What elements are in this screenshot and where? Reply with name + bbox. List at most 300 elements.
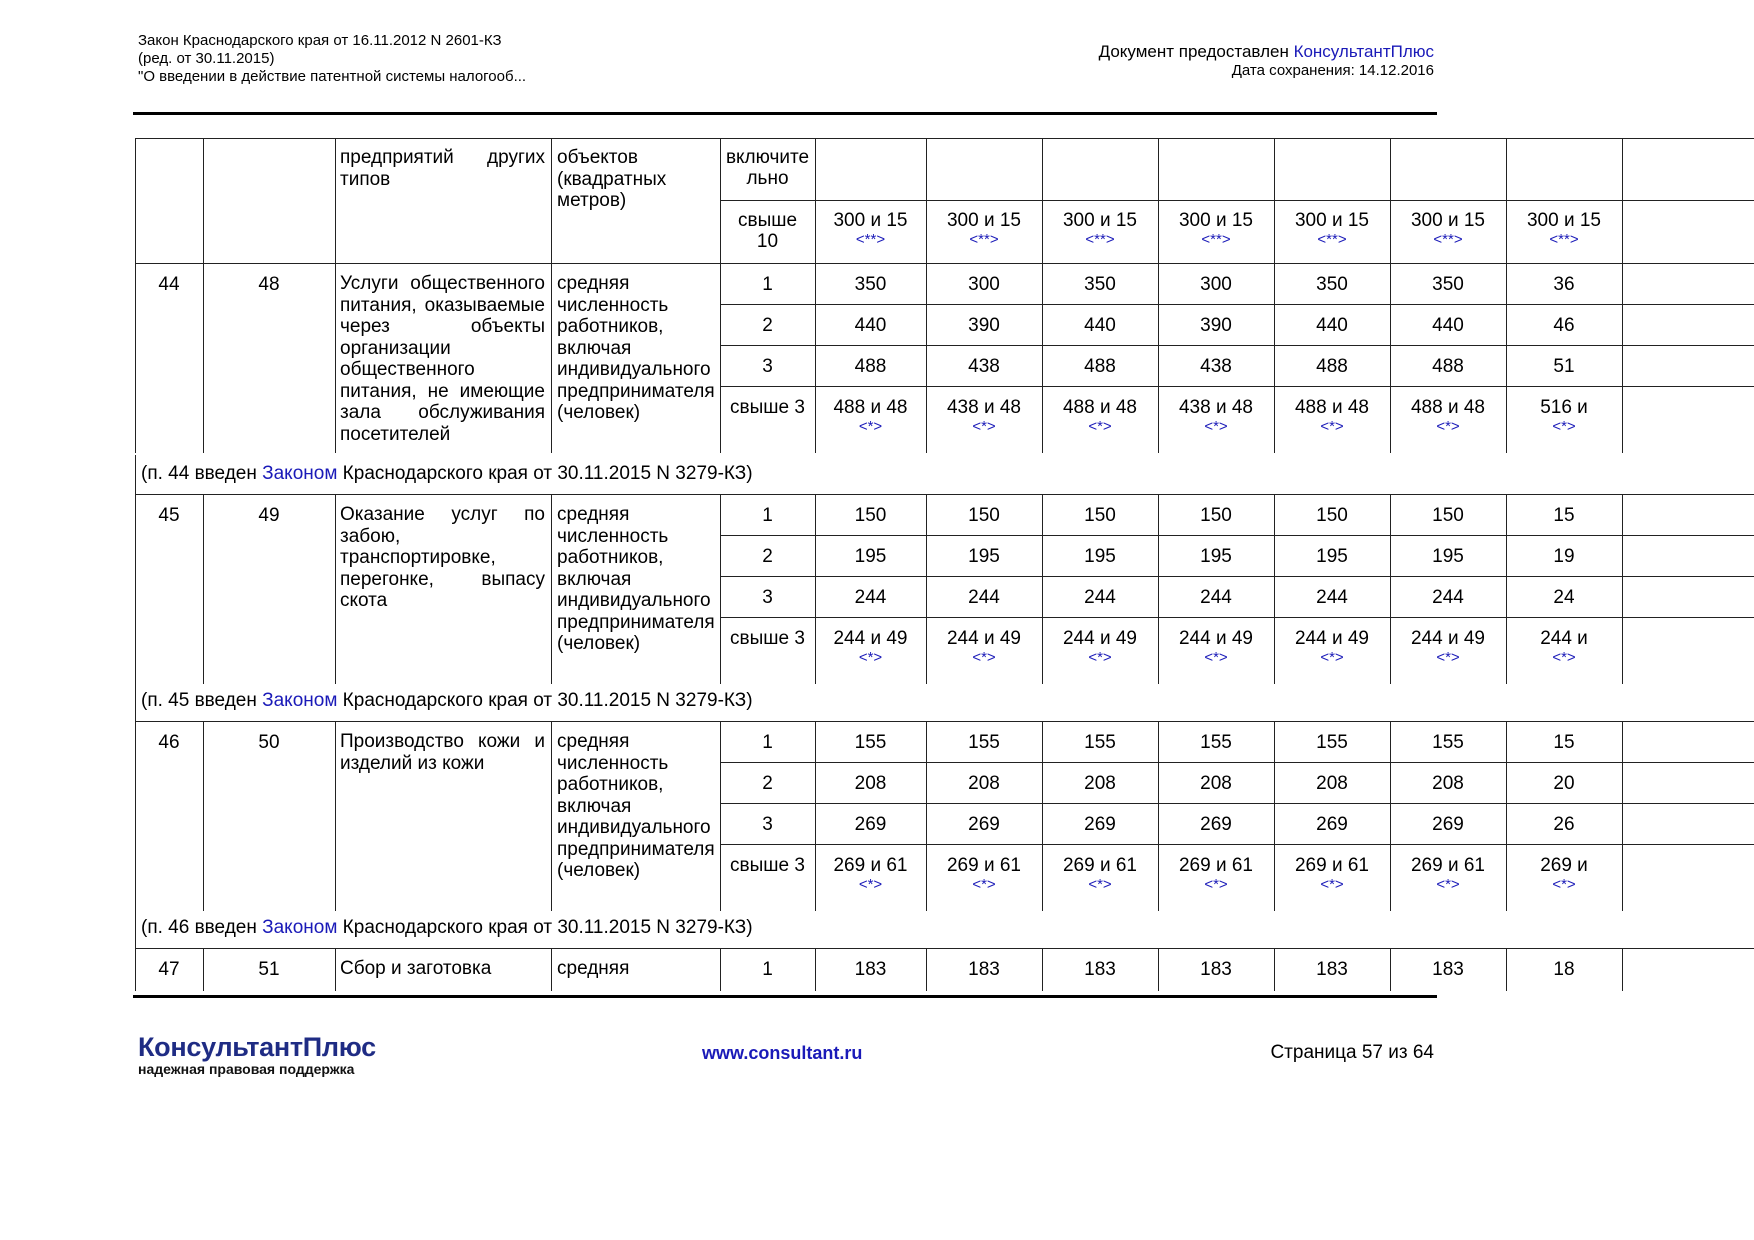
- footnote-ref-link[interactable]: <*>: [1204, 418, 1228, 435]
- activity-description: Сбор и заготовка: [340, 958, 492, 979]
- rate-value-cell-text: 300 и 15: [1410, 210, 1485, 231]
- doc-title-line1: Закон Краснодарского края от 16.11.2012 N 2601-КЗ: [138, 32, 502, 49]
- range-cell-text: 1: [762, 732, 773, 753]
- range-cell: [720, 274, 815, 295]
- rate-value-cell: [1042, 732, 1158, 753]
- footnote-ref-link[interactable]: <**>: [1549, 231, 1579, 248]
- rate-value-cell: [1390, 210, 1506, 249]
- law-link[interactable]: Законом: [262, 690, 338, 711]
- rate-value-cell-text: 300 и 15: [1178, 210, 1253, 231]
- rate-value-cell-text: 195: [1316, 546, 1348, 567]
- rate-value-cell: [1042, 628, 1158, 667]
- rate-value-cell: [1274, 505, 1390, 526]
- rate-value-cell: [1506, 855, 1622, 894]
- rate-value-cell: [926, 814, 1042, 835]
- rate-value-cell-text: 46: [1553, 315, 1575, 336]
- rate-value-cell: [1390, 397, 1506, 436]
- rate-value-cell-text: 155: [1316, 732, 1348, 753]
- header-divider: [133, 112, 1437, 115]
- indicator-description: средняя численность работников, включая индивидуального предпринимателя (человек): [557, 731, 715, 881]
- activity-text: предприятий других типов: [340, 147, 545, 190]
- range-cell-text: включительно: [725, 147, 810, 189]
- table-grid-line: [720, 576, 1754, 577]
- rate-value-cell: [815, 587, 926, 608]
- activity-description: Производство кожи и изделий из кожи: [340, 731, 545, 774]
- rate-value-cell-text: 208: [1084, 773, 1116, 794]
- table-grid-line: [551, 948, 552, 991]
- rate-value-cell-text: 195: [1084, 546, 1116, 567]
- footer-tagline: надежная правовая поддержка: [138, 1061, 355, 1077]
- rate-value-cell-text: 269 и: [1540, 855, 1588, 876]
- rate-value-cell: [926, 959, 1042, 980]
- rate-value-cell: [1390, 628, 1506, 667]
- rate-value-cell-text: 15: [1553, 505, 1575, 526]
- rate-value-cell-text: 269: [1432, 814, 1464, 835]
- activity-code: [203, 959, 335, 980]
- rate-value-cell: [1274, 587, 1390, 608]
- note-prefix: (п. 44 введен: [141, 463, 263, 484]
- activity-code: [203, 732, 335, 753]
- rate-value-cell-text: 244: [1316, 587, 1348, 608]
- indicator-description: средняя численность работников, включая индивидуального предпринимателя (человек): [557, 504, 715, 654]
- rate-value-cell: [1042, 274, 1158, 295]
- rate-value-cell-text: 350: [854, 274, 887, 295]
- rate-value-cell-text: 36: [1553, 274, 1575, 295]
- rate-value-cell: [1042, 814, 1158, 835]
- rate-value-cell-text: 150: [1316, 505, 1348, 526]
- footnote-ref-link[interactable]: <*>: [972, 418, 996, 435]
- rate-value-cell: [1506, 315, 1622, 336]
- footnote-ref-link[interactable]: <*>: [972, 649, 996, 666]
- rate-value-cell-text: 24: [1553, 587, 1575, 608]
- rate-value-cell: [1042, 546, 1158, 567]
- consultant-brand-link[interactable]: КонсультантПлюс: [1293, 42, 1434, 61]
- indicator-description: средняя численность работников, включая индивидуального предпринимателя (человек): [557, 273, 715, 423]
- rate-value-cell: [1042, 397, 1158, 436]
- rate-value-cell: [815, 814, 926, 835]
- rate-value-cell-text: 350: [1432, 274, 1464, 295]
- table-grid-line: [551, 138, 552, 263]
- range-cell-text: свыше 3: [730, 855, 805, 876]
- row-number-text: 45: [158, 505, 180, 526]
- footnote-ref-link[interactable]: <**>: [1085, 231, 1115, 248]
- rate-value-cell: [1274, 356, 1390, 377]
- range-cell-text: 1: [762, 505, 773, 526]
- rate-value-cell-text: 244: [968, 587, 1000, 608]
- rate-value-cell-text: 488: [854, 356, 887, 377]
- table-grid-line: [720, 617, 1754, 618]
- rate-value-cell: [926, 315, 1042, 336]
- rate-value-cell-text: 300 и 15: [1294, 210, 1369, 231]
- footnote-ref-link[interactable]: <**>: [1317, 231, 1347, 248]
- rate-value-cell-text: 195: [968, 546, 1000, 567]
- range-cell: [720, 505, 815, 526]
- activity-code-text: 49: [258, 505, 280, 526]
- note-prefix: (п. 45 введен: [141, 690, 263, 711]
- rate-value-cell-text: 150: [1084, 505, 1116, 526]
- table-grid-line: [335, 721, 336, 911]
- rate-value-cell: [1158, 732, 1274, 753]
- rate-value-cell: [1158, 505, 1274, 526]
- rate-value-cell: [1158, 315, 1274, 336]
- rate-value-cell: [926, 773, 1042, 794]
- rate-value-cell: [1042, 773, 1158, 794]
- rate-value-cell: [815, 773, 926, 794]
- range-cell-text: свыше 3: [730, 628, 805, 649]
- rate-value-cell: [1158, 773, 1274, 794]
- footer-website-link[interactable]: www.consultant.ru: [702, 1043, 863, 1063]
- footnote-ref-link[interactable]: <*>: [1436, 876, 1460, 893]
- rate-value-cell-text: 440: [854, 315, 887, 336]
- rate-value-cell-text: 244 и 49: [1178, 628, 1253, 649]
- range-cell: [720, 397, 815, 418]
- rate-value-cell-text: 390: [1200, 315, 1232, 336]
- footnote-ref-link[interactable]: <*>: [1088, 649, 1112, 666]
- rate-value-cell: [1390, 505, 1506, 526]
- rate-value-cell: [1042, 959, 1158, 980]
- rate-value-cell: [1274, 210, 1390, 249]
- law-link[interactable]: Законом: [262, 917, 338, 938]
- rate-value-cell-text: 244 и 49: [833, 628, 908, 649]
- rate-value-cell: [1390, 274, 1506, 295]
- range-cell-text: 1: [762, 274, 773, 295]
- table-grid-line: [1622, 948, 1623, 991]
- rate-value-cell: [926, 397, 1042, 436]
- rate-value-cell: [815, 315, 926, 336]
- rate-value-cell-text: 195: [854, 546, 887, 567]
- rate-value-cell-text: 244 и: [1540, 628, 1588, 649]
- document-header-left: [138, 32, 526, 86]
- rate-value-cell-text: 269: [1084, 814, 1116, 835]
- row-number-text: 47: [158, 959, 180, 980]
- rate-value-cell-text: 300 и 15: [1526, 210, 1601, 231]
- row-number: [135, 274, 203, 295]
- range-cell-text: 2: [762, 315, 773, 336]
- rate-value-cell-text: 488 и 48: [1410, 397, 1485, 418]
- rate-value-cell: [1506, 210, 1622, 249]
- rate-value-cell-text: 208: [968, 773, 1000, 794]
- rate-value-cell-text: 440: [1316, 315, 1348, 336]
- rate-value-cell-text: 438: [968, 356, 1000, 377]
- rate-value-cell-text: 350: [1316, 274, 1348, 295]
- table-grid-line: [335, 948, 336, 991]
- rate-value-cell: [815, 274, 926, 295]
- rate-value-cell-text: 300 и 15: [1062, 210, 1137, 231]
- rate-value-cell: [1506, 274, 1622, 295]
- rate-value-cell: [926, 855, 1042, 894]
- rate-value-cell-text: 440: [1432, 315, 1464, 336]
- rate-value-cell-text: 155: [1200, 732, 1232, 753]
- range-cell-text: 2: [762, 546, 773, 567]
- indicator-text: объектов (квадратных метров): [557, 147, 667, 211]
- table-grid-line: [1622, 494, 1623, 684]
- table-grid-line: [335, 494, 336, 684]
- table-grid-line: [720, 200, 1754, 201]
- rate-value-cell-text: 244 и 49: [1410, 628, 1485, 649]
- rate-value-cell: [1158, 397, 1274, 436]
- rate-value-cell-text: 15: [1553, 732, 1575, 753]
- rate-value-cell-text: 51: [1553, 356, 1575, 377]
- rate-value-cell: [1390, 773, 1506, 794]
- rate-value-cell: [1506, 628, 1622, 667]
- range-cell-text: 3: [762, 587, 773, 608]
- rate-value-cell-text: 269: [1200, 814, 1232, 835]
- rate-value-cell: [1506, 356, 1622, 377]
- footnote-ref-link[interactable]: <**>: [969, 231, 999, 248]
- footnote-ref-link[interactable]: <**>: [855, 231, 886, 248]
- row-number: [135, 959, 203, 980]
- footnote-ref-link[interactable]: <*>: [858, 649, 883, 666]
- rate-value-cell-text: 183: [854, 959, 887, 980]
- amendment-note: [141, 463, 753, 485]
- rate-value-cell-text: 269: [968, 814, 1000, 835]
- rate-value-cell-text: 269 и 61: [946, 855, 1021, 876]
- range-cell: [720, 773, 815, 794]
- activity-code: [203, 274, 335, 295]
- rate-value-cell-text: 155: [1084, 732, 1116, 753]
- rate-value-cell-text: 150: [968, 505, 1000, 526]
- table-grid-line: [203, 138, 204, 263]
- rate-value-cell-text: 350: [1084, 274, 1116, 295]
- rate-value-cell-text: 300 и 15: [833, 210, 908, 231]
- rate-value-cell-text: 300 и 15: [946, 210, 1021, 231]
- indicator-description: средняя: [557, 958, 630, 979]
- rate-value-cell-text: 300: [1200, 274, 1232, 295]
- table-grid-line: [135, 263, 1754, 264]
- rate-value-cell: [1274, 274, 1390, 295]
- rate-value-cell: [1274, 773, 1390, 794]
- document-header-right: [1099, 42, 1434, 80]
- footnote-ref-link[interactable]: <*>: [1552, 649, 1576, 666]
- amendment-note: [141, 917, 753, 939]
- footnote-ref-link[interactable]: <*>: [1088, 418, 1112, 435]
- rate-value-cell-text: 488 и 48: [1294, 397, 1369, 418]
- rate-value-cell: [926, 587, 1042, 608]
- range-cell: [720, 814, 815, 835]
- rate-value-cell: [1506, 732, 1622, 753]
- rate-value-cell: [1274, 628, 1390, 667]
- rate-value-cell: [1274, 546, 1390, 567]
- rate-value-cell: [1390, 732, 1506, 753]
- table-grid-line: [720, 386, 1754, 387]
- rate-value-cell-text: 244: [1084, 587, 1116, 608]
- footnote-ref-link[interactable]: <*>: [858, 876, 883, 893]
- rate-value-cell: [1042, 210, 1158, 249]
- rate-value-cell: [1506, 505, 1622, 526]
- table-grid-line: [1622, 263, 1623, 453]
- footnote-ref-link[interactable]: <*>: [1436, 649, 1460, 666]
- table-grid-line: [135, 138, 136, 263]
- rate-value-cell-text: 244: [1200, 587, 1232, 608]
- rate-value-cell: [926, 732, 1042, 753]
- rate-value-cell: [1390, 959, 1506, 980]
- rate-value-cell: [1506, 546, 1622, 567]
- rate-value-cell: [926, 505, 1042, 526]
- range-cell: [720, 147, 815, 189]
- range-cell: [720, 587, 815, 608]
- rate-value-cell-text: 208: [1200, 773, 1232, 794]
- rate-value-cell: [1158, 855, 1274, 894]
- activity-description: Оказание услуг по забою, транспортировке, перегонке, выпасу скота: [340, 504, 545, 611]
- footnote-ref-link[interactable]: <**>: [1433, 231, 1463, 248]
- rate-value-cell-text: 155: [1432, 732, 1464, 753]
- page-number: Страница 57 из 64: [1270, 1042, 1434, 1063]
- saved-date: Дата сохранения: 14.12.2016: [1231, 62, 1434, 79]
- footnote-ref-link[interactable]: <**>: [1201, 231, 1231, 248]
- rate-value-cell-text: 155: [854, 732, 887, 753]
- rate-value-cell: [1506, 814, 1622, 835]
- note-suffix: Краснодарского края от 30.11.2015 N 3279-КЗ): [337, 463, 753, 484]
- footer-divider: [133, 995, 1437, 998]
- rate-value-cell: [1158, 546, 1274, 567]
- rate-value-cell-text: 516 и: [1540, 397, 1588, 418]
- footnote-ref-link[interactable]: <*>: [1436, 418, 1460, 435]
- rate-value-cell: [815, 959, 926, 980]
- rate-value-cell-text: 269 и 61: [1294, 855, 1369, 876]
- rate-value-cell-text: 18: [1553, 959, 1575, 980]
- rate-value-cell-text: 183: [1200, 959, 1232, 980]
- table-grid-line: [551, 721, 552, 911]
- rate-value-cell: [1274, 855, 1390, 894]
- rate-value-cell: [1042, 356, 1158, 377]
- table-grid-line: [720, 345, 1754, 346]
- rate-value-cell: [1506, 397, 1622, 436]
- table-grid-line: [720, 535, 1754, 536]
- footnote-ref-link[interactable]: <*>: [1320, 418, 1344, 435]
- rate-value-cell-text: 150: [854, 505, 887, 526]
- rate-value-cell: [815, 628, 926, 667]
- rate-value-cell-text: 195: [1432, 546, 1464, 567]
- range-cell: [720, 959, 815, 980]
- rate-value-cell-text: 183: [968, 959, 1000, 980]
- rate-value-cell-text: 488: [1432, 356, 1464, 377]
- rate-value-cell-text: 20: [1553, 773, 1575, 794]
- footnote-ref-link[interactable]: <*>: [1552, 418, 1576, 435]
- rate-value-cell-text: 195: [1200, 546, 1232, 567]
- table-grid-line: [720, 762, 1754, 763]
- table-grid-line: [720, 803, 1754, 804]
- rate-value-cell-text: 150: [1200, 505, 1232, 526]
- rate-value-cell-text: 488: [1084, 356, 1116, 377]
- table-grid-line: [135, 138, 1754, 139]
- table-grid-line: [135, 948, 1754, 949]
- rate-value-cell-text: 244: [1432, 587, 1464, 608]
- rate-value-cell-text: 183: [1432, 959, 1464, 980]
- activity-description: Услуги общественного питания, оказываемые через объекты организации общественного питания, не имеющие зала обслуживания посетителей: [340, 273, 545, 445]
- footnote-ref-link[interactable]: <*>: [1320, 876, 1344, 893]
- rate-value-cell: [1158, 628, 1274, 667]
- rate-value-cell-text: 19: [1553, 546, 1575, 567]
- table-grid-line: [135, 682, 136, 721]
- table-grid-line: [335, 138, 336, 263]
- rate-value-cell: [815, 546, 926, 567]
- rate-value-cell: [926, 628, 1042, 667]
- rate-value-cell-text: 488: [1316, 356, 1348, 377]
- range-cell-text: свыше 3: [730, 397, 805, 418]
- rate-value-cell: [926, 356, 1042, 377]
- table-grid-line: [135, 721, 1754, 722]
- rate-value-cell-text: 183: [1316, 959, 1348, 980]
- table-grid-line: [135, 909, 136, 948]
- range-cell: [720, 546, 815, 567]
- activity-code-text: 48: [258, 274, 280, 295]
- rate-value-cell-text: 244 и 49: [946, 628, 1021, 649]
- note-prefix: (п. 46 введен: [141, 917, 263, 938]
- range-cell-text: 2: [762, 773, 773, 794]
- footnote-ref-link[interactable]: <*>: [1552, 876, 1576, 893]
- rate-value-cell-text: 440: [1084, 315, 1116, 336]
- rate-value-cell: [1506, 773, 1622, 794]
- table-grid-line: [720, 304, 1754, 305]
- rate-value-cell: [1390, 587, 1506, 608]
- footnote-ref-link[interactable]: <*>: [1088, 876, 1112, 893]
- row-number-text: 46: [158, 732, 180, 753]
- rate-value-cell: [1274, 397, 1390, 436]
- footnote-ref-link[interactable]: <*>: [1204, 649, 1228, 666]
- rate-value-cell-text: 244 и 49: [1062, 628, 1137, 649]
- rate-value-cell: [1042, 855, 1158, 894]
- table-grid-line: [551, 263, 552, 453]
- rate-value-cell-text: 208: [1316, 773, 1348, 794]
- rate-value-cell: [815, 855, 926, 894]
- range-cell-text: 3: [762, 356, 773, 377]
- note-suffix: Краснодарского края от 30.11.2015 N 3279-КЗ): [337, 917, 753, 938]
- doc-title-line3: "О введении в действие патентной системы налогооб...: [138, 68, 527, 85]
- rate-value-cell-text: 208: [1432, 773, 1464, 794]
- activity-code: [203, 505, 335, 526]
- rate-value-cell: [1158, 814, 1274, 835]
- rate-value-cell: [1274, 315, 1390, 336]
- rate-value-cell: [1390, 814, 1506, 835]
- rate-value-cell-text: 183: [1084, 959, 1116, 980]
- law-link[interactable]: Законом: [262, 463, 338, 484]
- rate-value-cell: [1158, 274, 1274, 295]
- rate-value-cell-text: 269 и 61: [1410, 855, 1485, 876]
- footnote-ref-link[interactable]: <*>: [972, 876, 996, 893]
- rate-value-cell: [1042, 587, 1158, 608]
- range-cell-text: 3: [762, 814, 773, 835]
- rate-value-cell: [1506, 959, 1622, 980]
- rate-value-cell-text: 300: [968, 274, 1000, 295]
- range-cell: [720, 210, 815, 252]
- range-cell: [720, 732, 815, 753]
- rate-value-cell-text: 150: [1432, 505, 1464, 526]
- row-number: [135, 505, 203, 526]
- range-cell: [720, 628, 815, 649]
- table-grid-line: [551, 494, 552, 684]
- rate-value-cell-text: 390: [968, 315, 1000, 336]
- note-suffix: Краснодарского края от 30.11.2015 N 3279-КЗ): [337, 690, 753, 711]
- rate-value-cell: [1506, 587, 1622, 608]
- range-cell: [720, 315, 815, 336]
- doc-title-line2: (ред. от 30.11.2015): [138, 50, 275, 67]
- provided-by-label: Документ предоставлен: [1098, 42, 1294, 61]
- amendment-note: [141, 690, 753, 712]
- rate-value-cell: [815, 356, 926, 377]
- footnote-ref-link[interactable]: <*>: [1204, 876, 1228, 893]
- rate-value-cell: [815, 210, 926, 249]
- footnote-ref-link[interactable]: <*>: [1320, 649, 1344, 666]
- rate-value-cell: [926, 210, 1042, 249]
- rate-value-cell-text: 208: [854, 773, 887, 794]
- table-grid-line: [135, 494, 1754, 495]
- range-cell-text: свыше 10: [737, 210, 798, 252]
- row-number-text: 44: [158, 274, 180, 295]
- rate-value-cell: [1390, 546, 1506, 567]
- rate-value-cell: [1042, 505, 1158, 526]
- footnote-ref-link[interactable]: <*>: [858, 418, 883, 435]
- rate-value-cell-text: 488 и 48: [1062, 397, 1137, 418]
